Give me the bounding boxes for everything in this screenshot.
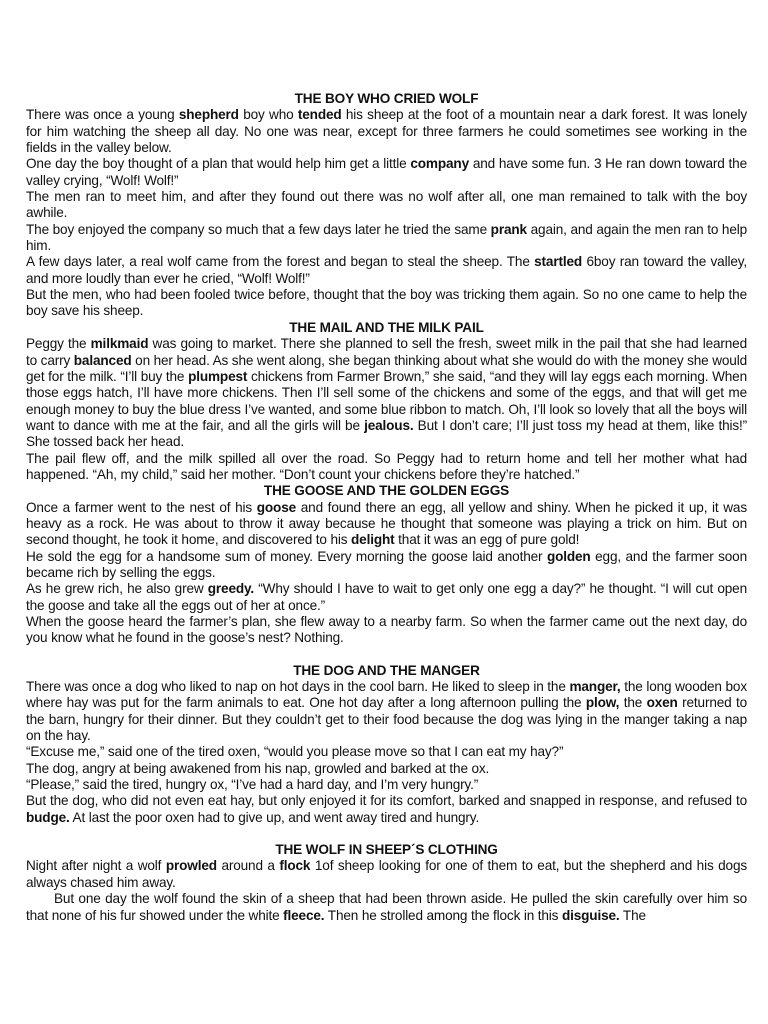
vocabulary-word: prank xyxy=(490,221,527,237)
spacer xyxy=(26,826,747,842)
story-boy-who-cried-wolf xyxy=(26,91,747,320)
paragraph: When the goose heard the farmer’s plan, she flew away to a nearby farm. So when the farmer came out the next day, do you know what he found in the goose’s nest? Nothing. xyxy=(26,614,747,646)
vocabulary-word: tended xyxy=(297,107,342,123)
paragraph: As he grew rich, he also grew greedy. “Why should I have to wait to get only one egg a day?” he thought. “I will cut open the goose and take all the eggs out of her at once.” xyxy=(26,581,747,613)
paragraph: But the men, who had been fooled twice before, thought that the boy was tricking them again. So no one came to help the boy save his sheep. xyxy=(26,287,747,319)
vocabulary-word: flock xyxy=(279,858,311,874)
story-title: THE GOOSE AND THE GOLDEN EGGS xyxy=(263,483,510,499)
spacer xyxy=(26,647,747,663)
vocabulary-word: plumpest xyxy=(188,368,248,384)
paragraph: “Excuse me,” said one of the tired oxen, “would you please move so that I can eat my hay?” xyxy=(26,744,564,760)
vocabulary-word: golden xyxy=(546,548,591,564)
vocabulary-word: startled xyxy=(534,254,583,270)
vocabulary-word: delight xyxy=(351,532,395,548)
story-wolf-in-sheeps-clothing xyxy=(26,842,747,924)
paragraph: A few days later, a real wolf came from the forest and began to steal the sheep. The startled 6boy ran toward the valley, and more loudly than ever he cried, “Wolf! Wolf!” xyxy=(26,254,747,286)
paragraph: One day the boy thought of a plan that would help him get a little company and have some fun. 3 He ran down toward the valley crying, “Wolf! Wolf!” xyxy=(26,156,747,188)
vocabulary-word: jealous. xyxy=(364,417,414,433)
paragraph: Night after night a wolf prowled around a flock 1of sheep looking for one of them to eat, but the shepherd and his dogs always chased him away. xyxy=(26,858,748,890)
vocabulary-word: fleece. xyxy=(283,907,325,923)
document-page xyxy=(26,91,747,924)
story-title: THE BOY WHO CRIED WOLF xyxy=(294,91,479,106)
vocabulary-word: oxen xyxy=(646,695,678,711)
paragraph: Once a farmer went to the nest of his goose and found there an egg, all yellow and shiny. When he picked it up, it was heavy as a rock. He was about to throw it away because he thought that someone was playing a trick on him. But on second thought, he took it home, and discovered to his delight that it was an egg of pure gold! xyxy=(26,499,747,548)
paragraph: He sold the egg for a handsome sum of money. Every morning the goose laid another golden egg, and the farmer soon became rich by selling the eggs. xyxy=(26,548,748,580)
paragraph: There was once a dog who liked to nap on hot days in the cool barn. He liked to sleep in the manger, the long wooden box where hay was put for the farm animals to eat. One hot day after a long afternoon pulling the plow, the oxen returned to the barn, hungry for their dinner. But they couldn’t get to their food because the dog was lying in the manger taking a nap on the hay. xyxy=(26,679,747,744)
vocabulary-word: goose xyxy=(256,499,297,515)
vocabulary-word: budge. xyxy=(26,809,70,825)
vocabulary-word: company xyxy=(410,156,469,172)
story-dog-and-manger xyxy=(26,663,747,826)
vocabulary-word: balanced xyxy=(73,352,132,368)
story-title: THE WOLF IN SHEEP´S CLOTHING xyxy=(275,842,498,858)
vocabulary-word: shepherd xyxy=(178,107,239,123)
story-title: THE MAIL AND THE MILK PAIL xyxy=(289,319,484,335)
vocabulary-word: disguise. xyxy=(561,907,620,923)
paragraph: There was once a young shepherd boy who tended his sheep at the foot of a mountain near a dark forest. It was lonely for him watching the sheep all day. No one was near, except for three farmers he could sometimes see working in the fields in the valley below. xyxy=(26,107,747,156)
vocabulary-word: milkmaid xyxy=(90,336,149,352)
paragraph: But the dog, who did not even eat hay, but only enjoyed it for its comfort, barked and snapped in response, and refused to budge. At last the poor oxen had to give up, and went away tired and hungry. xyxy=(26,793,747,825)
paragraph: The dog, angry at being awakened from his nap, growled and barked at the ox. xyxy=(26,760,490,776)
vocabulary-word: plow, xyxy=(585,695,620,711)
vocabulary-word: greedy. xyxy=(207,581,255,597)
paragraph: The pail flew off, and the milk spilled all over the road. So Peggy had to return home and tell her mother what had happened. “Ah, my child,” said her mother. “Don’t count your chickens before they’re hatched.” xyxy=(26,450,747,482)
paragraph: The boy enjoyed the company so much that a few days later he tried the same prank again, and again the men ran to help him. xyxy=(26,221,748,254)
paragraph: The men ran to meet him, and after they found out there was no wolf after all, one man remained to talk with the boy awhile. xyxy=(26,189,747,221)
story-goose-and-golden-eggs xyxy=(26,483,747,646)
paragraph: Peggy the milkmaid was going to market. There she planned to sell the fresh, sweet milk in the pail that she had learned to carry balanced on her head. As she went along, she began thinking about what she would do with the money she would get for the milk. “I’ll buy the plumpest chickens from Farmer Brown,” she said, “and they will lay eggs each morning. When those eggs hatch, I’ll have more chickens. Then I’ll sell some of the chickens and some of the eggs, and that will get me enough money to buy the blue dress I’ve wanted, and some blue ribbon to match. Oh, I’ll look so lovely that all the boys will want to dance with me at the fair, and all the girls will be jealous. But I don’t care; I’ll just toss my head at them, like this!” She tossed back her head. xyxy=(26,336,748,450)
paragraph: But one day the wolf found the skin of a sheep that had been thrown aside. He pulled the skin carefully over him so that none of his fur showed under the white fleece. Then he strolled among the flock in this disguise. The xyxy=(26,891,747,923)
vocabulary-word: prowled xyxy=(165,858,217,874)
paragraph: “Please,” said the tired, hungry ox, “I’ve had a hard day, and I’m very hungry.” xyxy=(26,777,479,793)
story-mail-and-milk-pail xyxy=(26,320,747,483)
story-title: THE DOG AND THE MANGER xyxy=(293,662,480,678)
vocabulary-word: manger, xyxy=(569,679,621,695)
